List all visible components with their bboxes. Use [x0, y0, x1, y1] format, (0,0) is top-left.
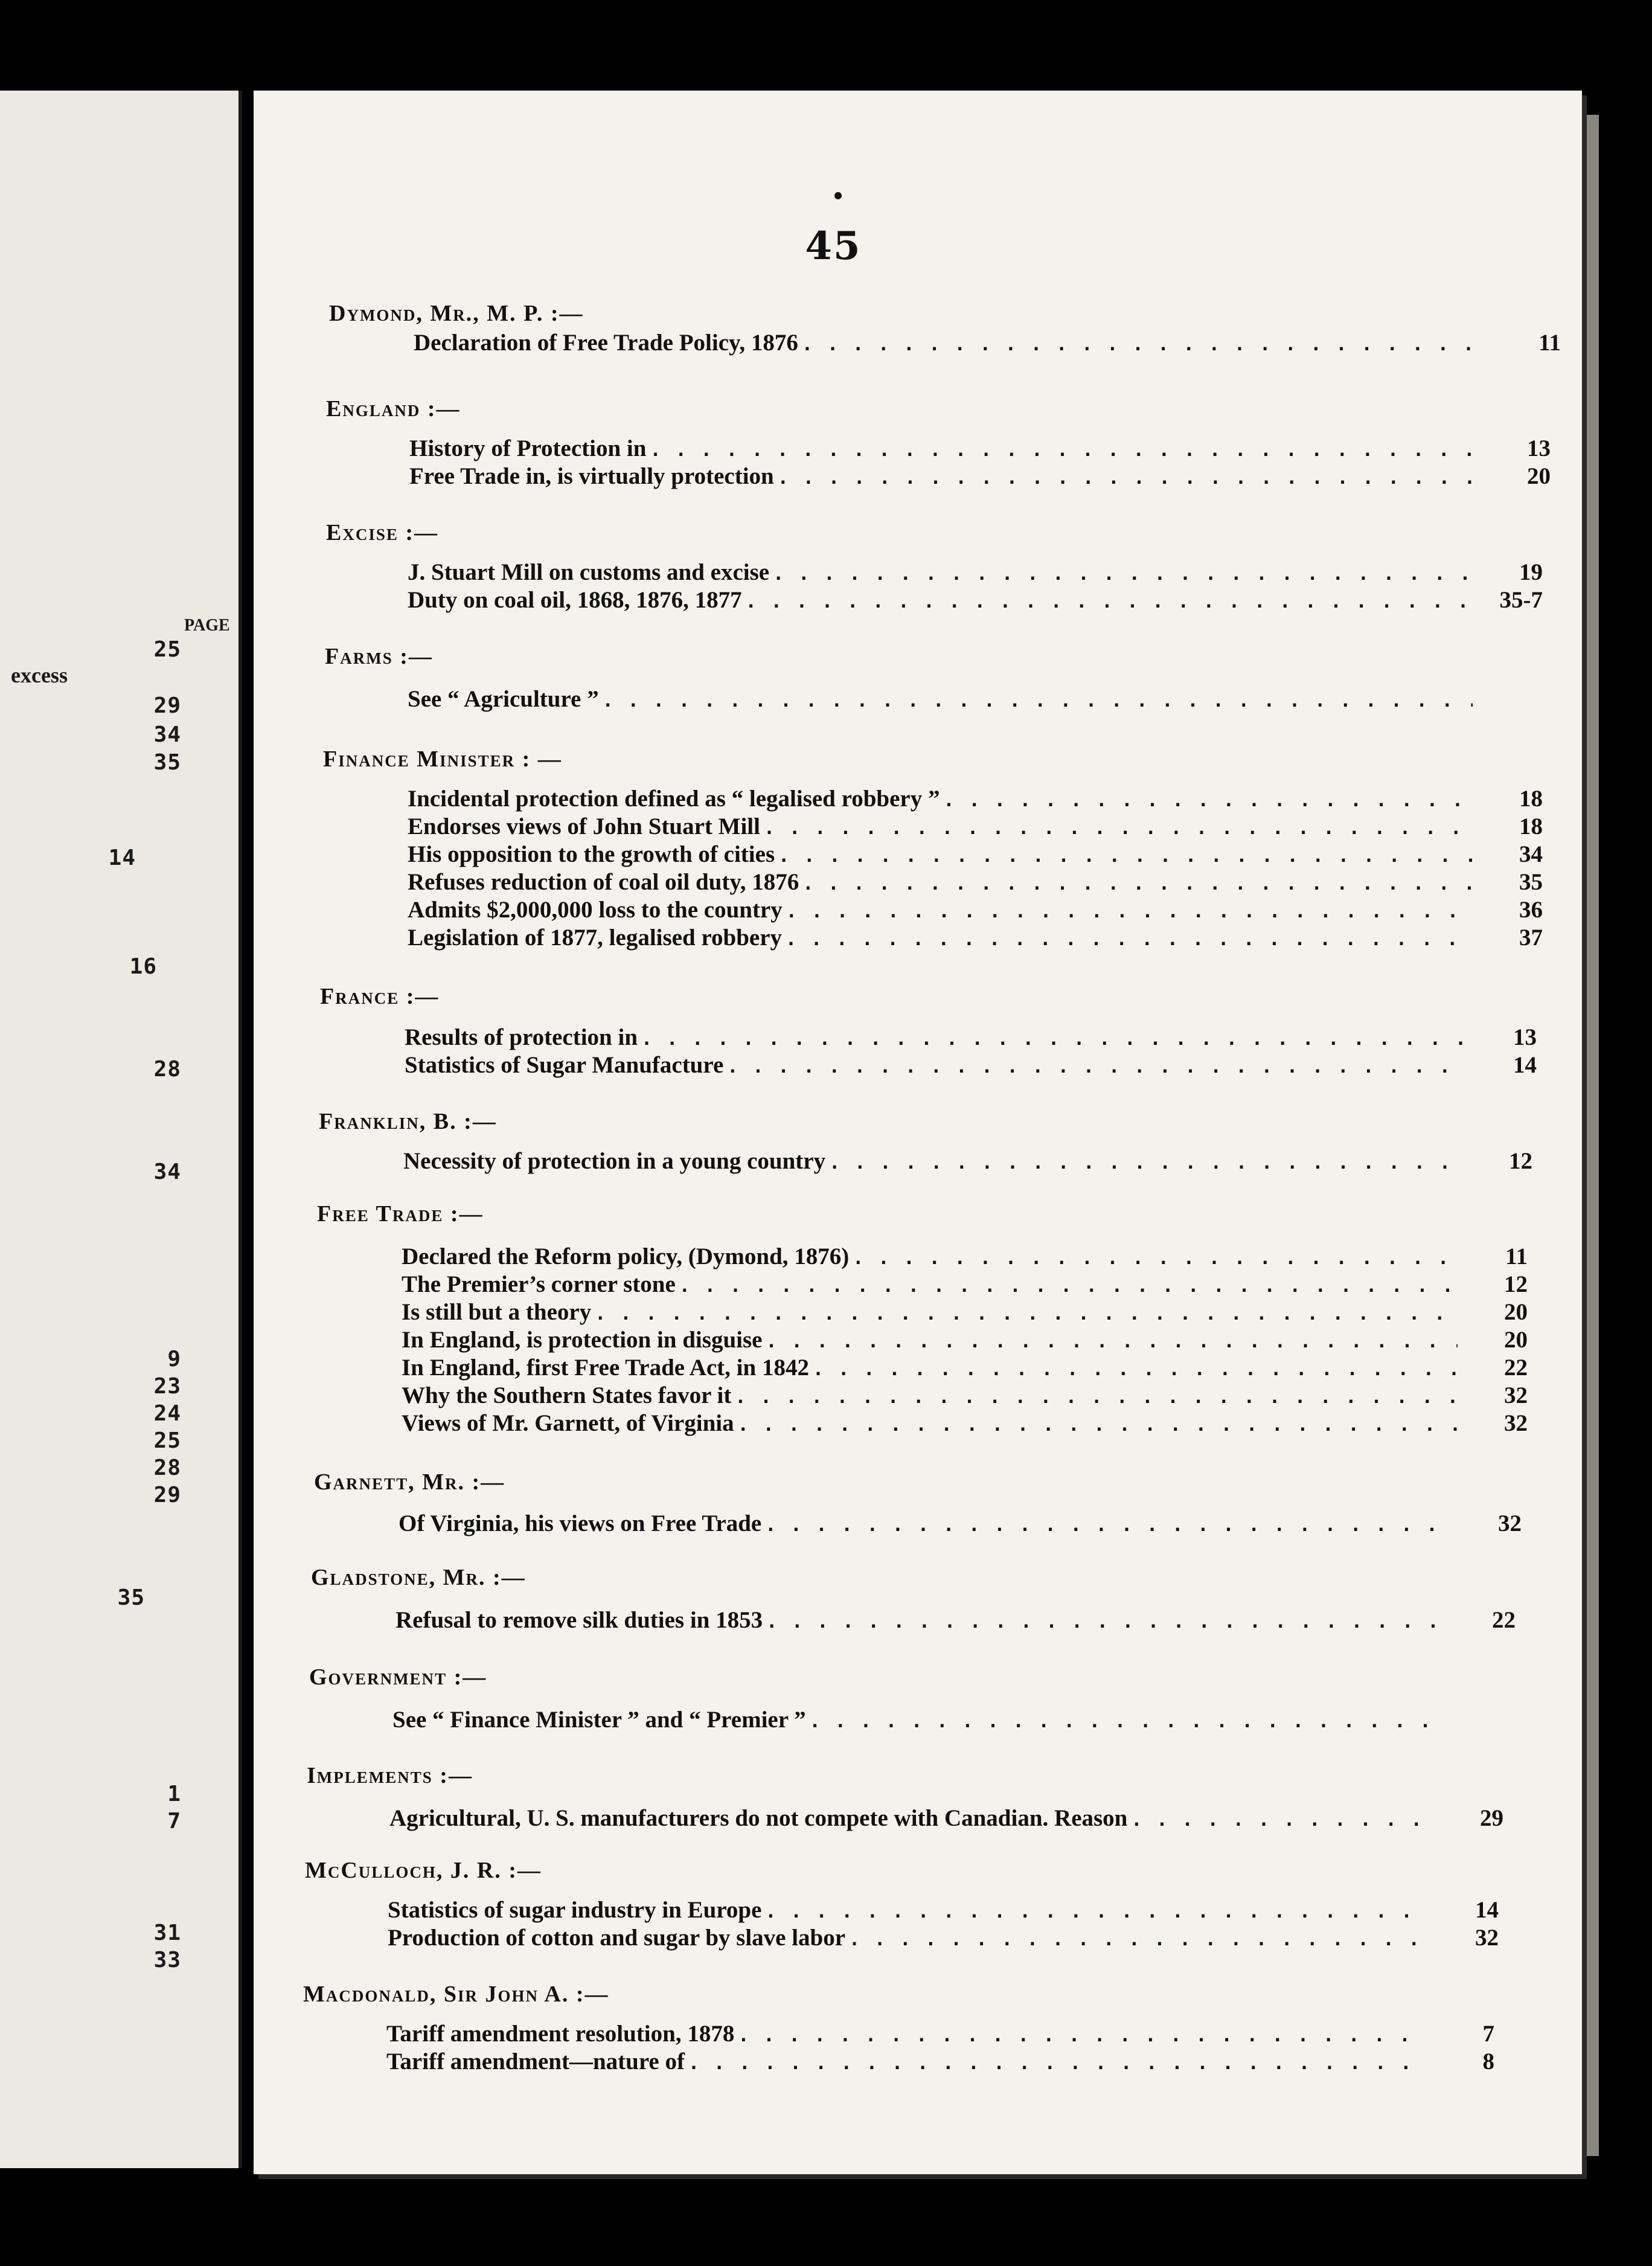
index-entry — [395, 1606, 1516, 1634]
index-entry — [392, 1706, 1510, 1734]
entry-page: 20 — [1504, 1327, 1528, 1353]
dot-leader — [603, 690, 1473, 711]
index-entry — [409, 435, 1551, 463]
index-heading: Gladstone, Mr. :— — [311, 1565, 526, 1590]
left-page-number: 28 — [153, 1456, 181, 1480]
index-entry — [405, 1051, 1537, 1079]
index-entry — [402, 1326, 1528, 1354]
dot-leader — [802, 334, 1491, 355]
entry-text: Why the Southern States favor it — [402, 1382, 732, 1408]
dot-leader — [829, 1152, 1462, 1173]
entry-text: Free Trade in, is virtually protection — [409, 463, 774, 489]
dot-leader — [802, 873, 1473, 894]
entry-page: 12 — [1504, 1271, 1528, 1297]
dot-leader — [765, 1901, 1429, 1922]
entry-page: 32 — [1498, 1510, 1522, 1536]
index-entry — [389, 1805, 1503, 1832]
dot-leader — [773, 563, 1473, 585]
left-page-number: 25 — [153, 1428, 181, 1453]
index-heading: Free Trade :— — [317, 1201, 484, 1227]
entry-page: 8 — [1482, 2049, 1494, 2075]
left-page-number: 16 — [129, 954, 157, 979]
index-entry — [408, 924, 1543, 952]
dot-leader — [688, 2053, 1424, 2074]
entry-text: Admits $2,000,000 loss to the country — [408, 897, 783, 923]
index-entry — [408, 586, 1543, 614]
entry-text: Results of protection in — [405, 1024, 638, 1050]
dot-leader — [813, 1359, 1458, 1380]
page-number: 45 — [805, 223, 862, 269]
left-page-number: 23 — [153, 1374, 181, 1399]
entry-text: Production of cotton and sugar by slave labor — [388, 1925, 846, 1951]
entry-page: 7 — [1482, 2021, 1494, 2047]
entry-text: See “ Agriculture ” — [408, 686, 599, 712]
left-page-number: 29 — [153, 693, 181, 718]
entry-page: 29 — [1480, 1805, 1503, 1831]
left-page-number: 34 — [153, 1160, 181, 1184]
left-page-number: 34 — [153, 722, 181, 747]
dot-leader — [810, 1711, 1439, 1732]
entry-page: 37 — [1519, 925, 1543, 951]
entry-text: Statistics of Sugar Manufacture — [405, 1052, 724, 1078]
entry-page: 18 — [1519, 786, 1543, 812]
entry-text: Incidental protection defined as “ legalised robbery ” — [408, 786, 940, 812]
dot-leader — [765, 1515, 1452, 1536]
left-page-number: 25 — [153, 637, 181, 662]
entry-text: Agricultural, U. S. manufacturers do not compete with Canadian. Reason — [389, 1805, 1128, 1831]
index-entry — [402, 1271, 1528, 1298]
index-entry — [405, 1024, 1537, 1051]
entry-page: 12 — [1509, 1148, 1532, 1174]
left-page-number: 14 — [108, 846, 136, 870]
entry-page: 14 — [1513, 1052, 1537, 1078]
index-entry — [403, 1147, 1532, 1175]
index-heading: France :— — [320, 984, 440, 1009]
entry-text: Is still but a theory — [402, 1299, 592, 1325]
index-entry — [402, 1243, 1528, 1271]
index-heading: Garnett, Mr. :— — [314, 1469, 505, 1495]
dot-leader — [766, 1611, 1446, 1632]
index-entry — [388, 1924, 1499, 1952]
dot-leader — [943, 790, 1473, 811]
index-heading: Implements :— — [307, 1763, 473, 1788]
index-heading: Farms :— — [325, 644, 433, 669]
entry-text: Declaration of Free Trade Policy, 1876 — [414, 330, 798, 356]
entry-text: In England, first Free Trade Act, in 1842 — [402, 1355, 809, 1381]
left-page-number: 33 — [153, 1948, 181, 1972]
entry-page: 11 — [1538, 330, 1561, 356]
dot-leader — [786, 929, 1473, 950]
entry-text: Views of Mr. Garnett, of Virginia — [402, 1410, 734, 1436]
left-page-header-label: PAGE — [184, 616, 230, 635]
entry-text: Statistics of sugar industry in Europe — [388, 1897, 762, 1923]
index-entry — [408, 868, 1543, 896]
index-heading: Excise :— — [326, 520, 439, 545]
index-entry — [414, 329, 1561, 357]
entry-page: 14 — [1475, 1897, 1499, 1923]
left-page-number: 31 — [153, 1921, 181, 1945]
entry-text: Refuses reduction of coal oil duty, 1876 — [408, 869, 799, 895]
index-entry — [408, 813, 1543, 841]
ink-dot — [834, 192, 842, 199]
dot-leader — [786, 901, 1473, 922]
entry-page: 11 — [1505, 1244, 1528, 1269]
index-entry — [399, 1510, 1522, 1538]
dot-leader — [849, 1929, 1429, 1950]
entry-page: 36 — [1519, 897, 1543, 923]
left-page-number: 29 — [153, 1483, 181, 1507]
entry-text: His opposition to the growth of cities — [408, 841, 775, 867]
page-edge — [1582, 115, 1599, 2156]
left-page-number: 9 — [167, 1347, 181, 1372]
entry-text: J. Stuart Mill on customs and excise — [408, 559, 770, 585]
entry-page: 35-7 — [1499, 587, 1543, 613]
index-heading: Macdonald, Sir John A. :— — [303, 1982, 609, 2007]
index-heading: Government :— — [309, 1664, 487, 1690]
index-page — [254, 91, 1582, 2174]
entry-text: Legislation of 1877, legalised robbery — [408, 925, 783, 951]
dot-leader — [764, 818, 1473, 839]
entry-text: Tariff amendment—nature of — [386, 2049, 685, 2075]
entry-text: In England, is protection in disguise — [402, 1327, 763, 1353]
index-entry — [388, 1896, 1499, 1924]
entry-page: 19 — [1519, 559, 1543, 585]
entry-page: 13 — [1513, 1024, 1537, 1050]
entry-text: History of Protection in — [409, 435, 647, 461]
entry-text: Tariff amendment resolution, 1878 — [386, 2021, 735, 2047]
entry-page: 32 — [1475, 1925, 1499, 1951]
dot-leader — [738, 1414, 1458, 1436]
entry-text: Declared the Reform policy, (Dymond, 1876) — [402, 1244, 850, 1269]
dot-leader — [1131, 1809, 1433, 1831]
left-page-number: 35 — [153, 750, 181, 775]
index-entry — [402, 1382, 1528, 1410]
index-entry — [386, 2048, 1494, 2076]
dot-leader — [735, 1387, 1458, 1408]
dot-leader — [738, 2025, 1424, 2046]
index-entry — [408, 559, 1543, 586]
entry-page: 34 — [1519, 841, 1543, 867]
entry-text: Endorses views of John Stuart Mill — [408, 814, 760, 839]
dot-leader — [727, 1056, 1467, 1077]
entry-text: Refusal to remove silk duties in 1853 — [395, 1607, 763, 1633]
dot-leader — [679, 1276, 1458, 1297]
dot-leader — [778, 846, 1473, 867]
index-heading: England :— — [326, 396, 461, 422]
left-page-number: 28 — [153, 1057, 181, 1082]
index-entry — [408, 841, 1543, 868]
dot-leader — [746, 591, 1473, 612]
dot-leader — [650, 440, 1481, 461]
entry-page: 22 — [1492, 1607, 1516, 1633]
entry-page: 32 — [1504, 1410, 1528, 1436]
entry-page: 35 — [1519, 869, 1543, 895]
dot-leader — [641, 1029, 1467, 1050]
dot-leader — [595, 1303, 1458, 1324]
entry-page: 20 — [1527, 463, 1551, 489]
entry-text: The Premier’s corner stone — [402, 1271, 676, 1297]
index-entry — [402, 1354, 1528, 1382]
left-page-number: 24 — [153, 1401, 181, 1426]
left-page-text: excess — [11, 663, 68, 687]
entry-page: 32 — [1504, 1382, 1528, 1408]
dot-leader — [853, 1248, 1458, 1269]
entry-page: 20 — [1504, 1299, 1528, 1325]
dot-leader — [766, 1331, 1458, 1352]
index-entry — [409, 463, 1551, 490]
entry-page: 22 — [1504, 1355, 1528, 1381]
index-heading: McCulloch, J. R. :— — [305, 1858, 542, 1883]
entry-text: See “ Finance Minister ” and “ Premier ” — [392, 1707, 806, 1733]
left-page-number: 7 — [167, 1809, 181, 1834]
index-heading: Franklin, B. :— — [319, 1109, 497, 1134]
index-heading: Dymond, Mr., M. P. :— — [329, 301, 584, 326]
dot-leader — [778, 467, 1481, 489]
index-heading: Finance Minister : — — [323, 746, 562, 772]
index-entry — [386, 2020, 1494, 2048]
index-entry — [402, 1410, 1528, 1437]
previous-page-fragment — [0, 91, 242, 2168]
entry-text: Duty on coal oil, 1868, 1876, 1877 — [408, 587, 742, 613]
index-entry — [402, 1298, 1528, 1326]
entry-page: 18 — [1519, 814, 1543, 839]
index-entry — [408, 685, 1543, 713]
entry-text: Necessity of protection in a young country — [403, 1148, 826, 1174]
index-entry — [408, 785, 1543, 813]
index-entry — [408, 896, 1543, 924]
left-page-number: 1 — [167, 1782, 181, 1806]
entry-page: 13 — [1527, 435, 1551, 461]
entry-text: Of Virginia, his views on Free Trade — [399, 1510, 762, 1536]
left-page-number: 35 — [117, 1585, 145, 1610]
